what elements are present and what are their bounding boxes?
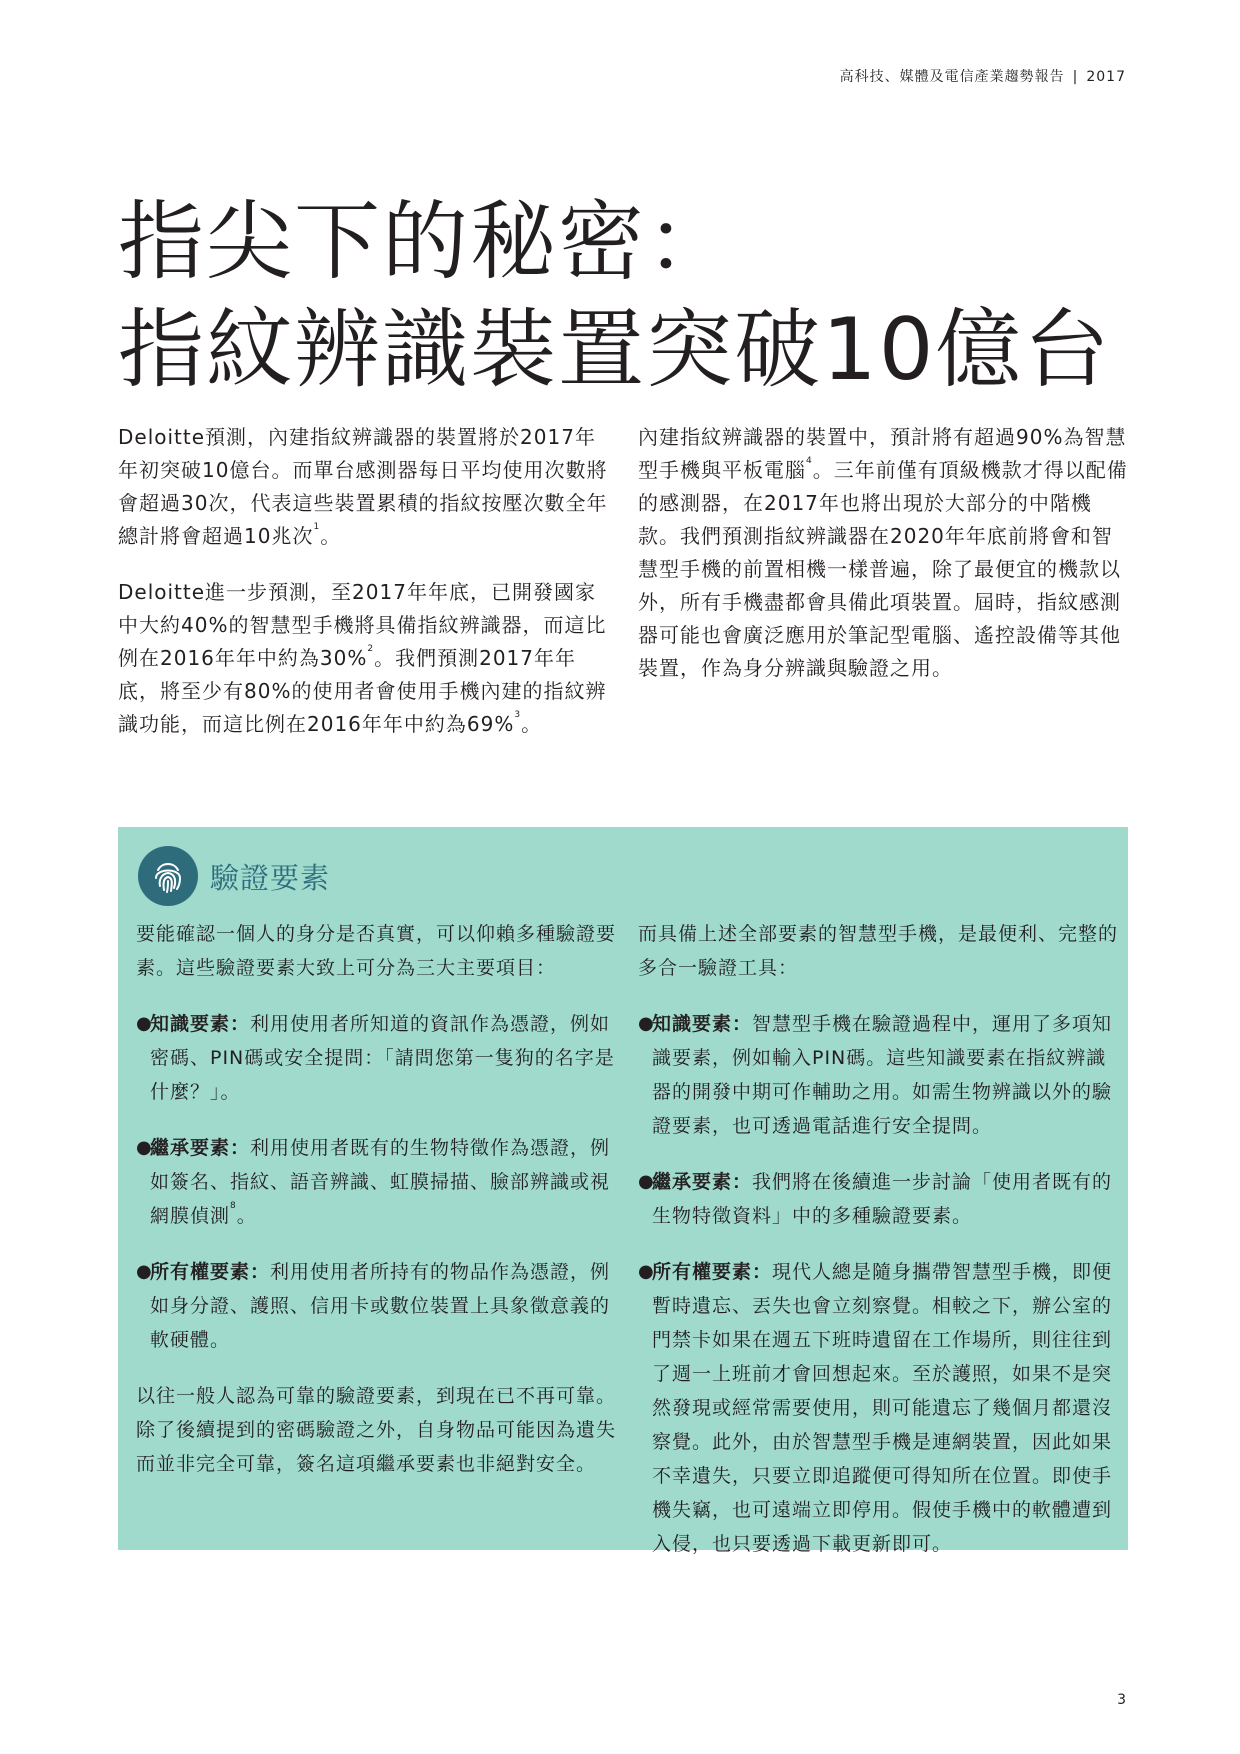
bullet-dot: ●	[136, 1137, 153, 1158]
footnote-ref: 4	[806, 456, 813, 466]
page-number: 3	[1117, 1692, 1126, 1708]
running-header	[840, 66, 1126, 86]
bullet-body: 利用使用者既有的生物特徵作為憑證，例如簽名、指紋、語音辨識、虹膜掃描、臉部辨識或視網膜偵測	[150, 1137, 611, 1227]
box-right-intro: 而具備上述全部要素的智慧型手機，是最便利、完整的多合一驗證工具：	[638, 923, 1119, 979]
verification-factors-box	[118, 827, 1128, 1555]
bullet-label: 繼承要素：	[150, 1137, 251, 1159]
bullet-label: 所有權要素：	[150, 1261, 271, 1283]
bullet-body: 現代人總是隨身攜帶智慧型手機，即便暫時遺忘、丟失也會立刻察覺。相較之下，辦公室的門禁卡如果在週五下班時遺留在工作場所，則往往到了週一上班前才會回想起來。至於護照，如果不是突然發現或經常需要使用，則可能遺忘了幾個月都還沒察覺。此外，由於智慧型手機是連網裝置，因此如果不幸遺失，只要立即追蹤便可得知所在位置。即使手機失竊，也可遠端立即停用。假使手機中的軟體遭到入侵，也只要透過下載更新即可。	[652, 1261, 1113, 1555]
bullet-body: 我們將在後續進一步討論「使用者既有的生物特徵資料」中的多種驗證要素。	[652, 1171, 1113, 1227]
bullet-text	[150, 1007, 616, 1109]
header-separator: |	[1072, 69, 1079, 85]
bullet-label: 知識要素：	[652, 1013, 753, 1035]
list-item	[136, 1007, 616, 1109]
bullet-dot: ●	[638, 1261, 655, 1282]
bullet-label: 知識要素：	[150, 1013, 251, 1035]
intro-paragraph-1	[118, 421, 608, 553]
bullet-text	[150, 1255, 616, 1357]
bullet-body: 利用使用者所知道的資訊作為憑證，例如密碼、PIN碼或安全提問：「請問您第一隻狗的名字是什麼？」。	[150, 1013, 615, 1103]
intro-left-column	[118, 421, 608, 764]
bullet-dot: ●	[638, 1171, 655, 1192]
box-left-intro: 要能確認一個人的身分是否真實，可以仰賴多種驗證要素。這些驗證要素大致上可分為三大主要項目：	[136, 923, 617, 979]
bullet-text	[150, 1131, 616, 1233]
page-title	[118, 188, 1118, 404]
bullet-text	[652, 1165, 1118, 1233]
box-left-outro: 以往一般人認為可靠的驗證要素，到現在已不再可靠。除了後續提到的密碼驗證之外，自身物品可能因為遺失而並非完全可靠，簽名這項繼承要素也非絕對安全。	[136, 1385, 617, 1475]
intro-p3-end: 。三年前僅有頂級機款才得以配備的感測器，在2017年也將出現於大部分的中階機款。我們預測指紋辨識器在2020年年底前將會和智慧型手機的前置相機一樣普遍，除了最便宜的機款以外，所有手機盡都會具備此項裝置。屆時，指紋感測器可能也會廣泛應用於筆記型電腦、遙控設備等其他裝置，作為身分辨識與驗證之用。	[638, 458, 1128, 680]
intro-p1-end: 。	[320, 524, 342, 548]
report-year: 2017	[1086, 69, 1126, 85]
footnote-ref: 8	[230, 1201, 237, 1211]
list-item	[638, 1165, 1118, 1233]
title-line-1: 指尖下的秘密：	[118, 192, 734, 292]
bullet-dot: ●	[136, 1261, 153, 1282]
box-header	[138, 845, 330, 907]
intro-p2-text: Deloitte進一步預測，至2017年年底，已開發國家中大約40%的智慧型手機將具備指紋辨識器，而這比例在2016年年中約為30%	[118, 580, 607, 670]
footnote-ref: 2	[367, 644, 375, 654]
report-title: 高科技、媒體及電信產業趨勢報告	[839, 69, 1065, 85]
intro-p2-mid: 。我們預測2017年年底，將至少有80%的使用者會使用手機內建的指紋辨識功能，而這比例在2016年年中約為69%	[118, 646, 607, 736]
bullet-body: 智慧型手機在驗證過程中，運用了多項知識要素，例如輸入PIN碼。這些知識要素在指紋辨識器的開發中期可作輔助之用。如需生物辨識以外的驗證要素，也可透過電話進行安全提問。	[652, 1013, 1113, 1137]
intro-paragraph-2	[118, 576, 608, 741]
intro-paragraph-3	[638, 421, 1128, 685]
fingerprint-icon	[138, 846, 198, 906]
list-item	[638, 1255, 1118, 1561]
bullet-label: 繼承要素：	[652, 1171, 753, 1193]
bullet-text	[652, 1007, 1118, 1143]
bullet-text	[652, 1255, 1118, 1561]
bullet-body: 利用使用者所持有的物品作為憑證，例如身分證、護照、信用卡或數位裝置上具象徵意義的軟硬體。	[150, 1261, 611, 1351]
list-item	[136, 1131, 616, 1233]
intro-right-column	[638, 421, 1128, 708]
bullet-label: 所有權要素：	[652, 1261, 773, 1283]
box-title: 驗證要素	[210, 860, 331, 895]
list-item	[638, 1007, 1118, 1143]
footnote-ref: 3	[514, 710, 522, 720]
title-line-2: 指紋辨識裝置突破10億台	[118, 300, 1112, 400]
bullet-dot: ●	[136, 1013, 153, 1034]
intro-p3-text: 內建指紋辨識器的裝置中，預計將有超過90%為智慧型手機與平板電腦	[638, 425, 1127, 482]
box-left-column	[136, 917, 616, 1503]
bullet-end: 。	[236, 1205, 257, 1227]
box-right-column	[638, 917, 1118, 1583]
intro-p2-end: 。	[521, 712, 543, 736]
footnote-ref: 1	[313, 522, 321, 532]
list-item	[136, 1255, 616, 1357]
bullet-dot: ●	[638, 1013, 655, 1034]
intro-p1-text: Deloitte預測，內建指紋辨識器的裝置將於2017年年初突破10億台。而單台感測器每日平均使用次數將會超過30次，代表這些裝置累積的指紋按壓次數全年總計將會超過10兆次	[118, 425, 608, 548]
